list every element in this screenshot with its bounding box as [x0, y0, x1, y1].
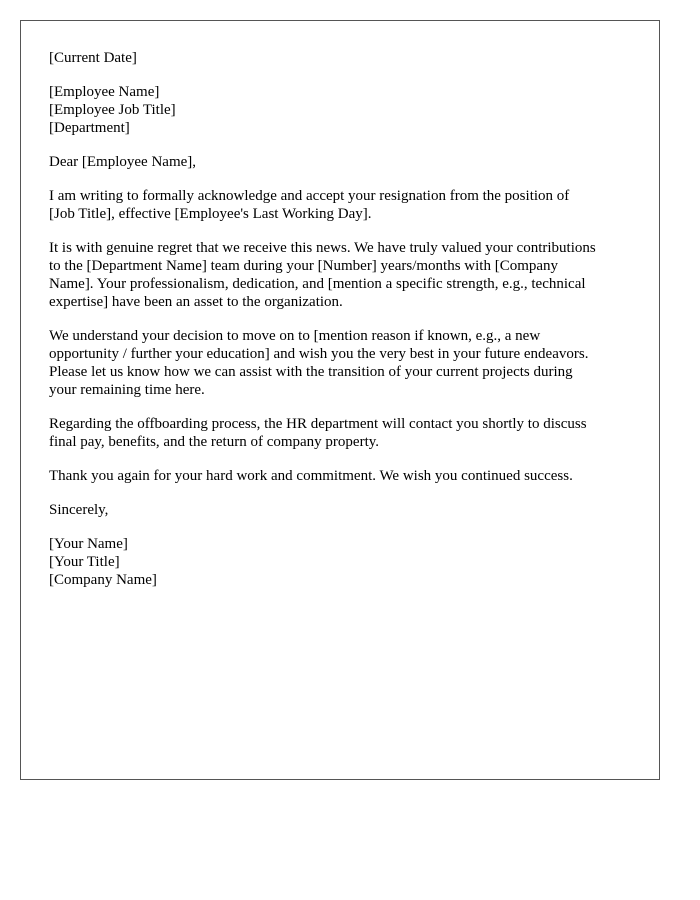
sender-title: [Your Title]: [49, 554, 120, 570]
closing-block: [49, 501, 649, 519]
salutation-block: [49, 153, 649, 171]
sender-company: [Company Name]: [49, 572, 157, 588]
paragraph-line: It is with genuine regret that we receive this news. We have truly valued your contributions: [49, 240, 596, 256]
recipient-department: [Department]: [49, 120, 130, 136]
paragraph-line: Thank you again for your hard work and commitment. We wish you continued success.: [49, 468, 573, 484]
paragraph-line: to the [Department Name] team during your [Number] years/months with [Company: [49, 258, 559, 274]
paragraph-line: opportunity / further your education] and wish you the very best in your future endeavors.: [49, 346, 589, 362]
recipient-block: [49, 83, 649, 137]
paragraph-line: Regarding the offboarding process, the HR department will contact you shortly to discuss: [49, 416, 587, 432]
date-block: [49, 49, 649, 67]
paragraph-line: final pay, benefits, and the return of company property.: [49, 434, 380, 450]
paragraph-line: Name]. Your professionalism, dedication, and [mention a specific strength, e.g., technical: [49, 276, 586, 292]
paragraph-line: Please let us know how we can assist with the transition of your current projects during: [49, 364, 573, 380]
letter-page: [20, 20, 660, 780]
paragraph-line: I am writing to formally acknowledge and accept your resignation from the position of: [49, 188, 570, 204]
paragraph-line: [Job Title], effective [Employee's Last Working Day].: [49, 206, 372, 222]
paragraph-acknowledgement: [49, 187, 639, 223]
sender-name: [Your Name]: [49, 536, 128, 552]
paragraph-line: expertise] have been an asset to the organization.: [49, 294, 343, 310]
signature-block: [49, 535, 649, 589]
letter-date: [Current Date]: [49, 50, 137, 66]
paragraph-appreciation: [49, 239, 639, 311]
salutation: Dear [Employee Name],: [49, 154, 197, 170]
recipient-job-title: [Employee Job Title]: [49, 102, 176, 118]
recipient-name: [Employee Name]: [49, 84, 160, 100]
letter-content: [49, 49, 649, 605]
paragraph-transition: [49, 327, 639, 399]
paragraph-line: your remaining time here.: [49, 382, 205, 398]
paragraph-thanks: [49, 467, 639, 485]
paragraph-offboarding: [49, 415, 639, 451]
closing: Sincerely,: [49, 502, 109, 518]
paragraph-line: We understand your decision to move on to [mention reason if known, e.g., a new: [49, 328, 541, 344]
